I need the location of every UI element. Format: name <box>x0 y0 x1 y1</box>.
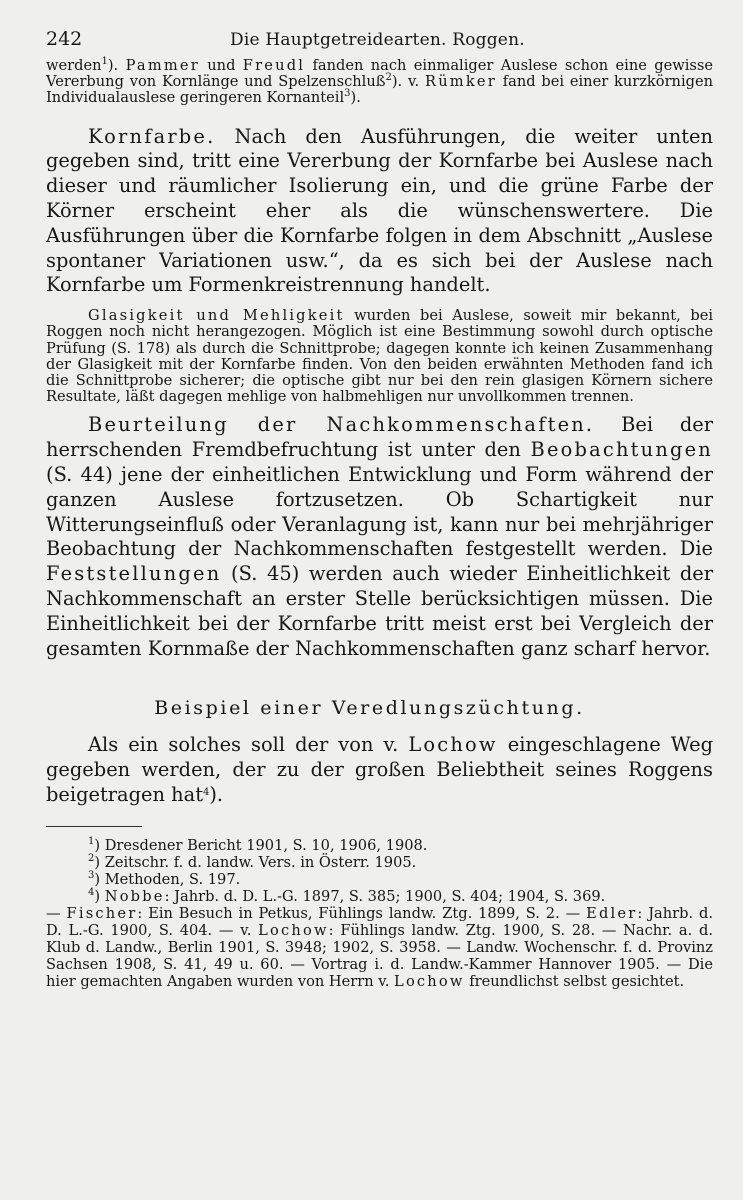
footnote-mark: 4 <box>88 886 95 898</box>
page-header <box>46 28 713 58</box>
author-name: Fischer <box>66 904 138 922</box>
text-run: eingeschlagene Weg gegeben werden, der zu der großen Beliebtheit seines Roggens beigetragen hat <box>46 733 713 806</box>
text-run: ). <box>209 782 224 806</box>
running-title: Die Hauptgetreidearten. Roggen. <box>230 30 525 50</box>
text-run: ). <box>350 89 361 107</box>
footnote-text: : Jahrb. d. D. L.-G. 1897, S. 385; 1900, S. 404; 1904, S. 369. <box>164 887 606 905</box>
paragraph-glasigkeit <box>46 308 713 405</box>
author-name: Lochow <box>394 972 465 990</box>
footnote-text: ) Zeitschr. f. d. landw. Vers. in Österr. 1905. <box>94 853 417 871</box>
footnote-text: — <box>46 904 67 922</box>
footnote-text: ) Dresdener Bericht 1901, S. 10, 1906, 1908. <box>94 836 428 854</box>
text-run: (S. 45) werden auch wieder Einheitlichkeit der Nachkommenschaft an erster Stelle berücksichtigen müssen. Die Einheitlichkeit bei der Kornfarbe tritt meist erst bei Vergleich der gesamten Kornmaße der Nachkommenschaften ganz scharf hervor. <box>46 562 713 660</box>
paragraph-intro <box>46 58 713 107</box>
footnote-mark: 3 <box>88 869 95 881</box>
paragraph-beispiel <box>46 733 713 807</box>
footnote <box>46 854 713 871</box>
footnote-divider <box>46 826 142 827</box>
emphasis: Beobachtungen <box>530 438 713 462</box>
paragraph-lead: Glasigkeit und Mehligkeit <box>88 307 345 325</box>
footnote-ref: 2 <box>385 72 392 84</box>
footnote-mark: 2 <box>88 852 95 864</box>
text-run: ). <box>107 57 126 74</box>
footnote-ref: 4 <box>202 786 210 798</box>
author-name: Nobbe <box>104 887 165 905</box>
page-number: 242 <box>46 28 83 50</box>
author-name: Lochow <box>258 921 329 939</box>
emphasis: Feststellungen <box>46 562 222 586</box>
text-run: wurden bei Auslese, soweit mir bekannt, bei Roggen noch nicht herangezogen. Möglich ist eine Bestimmung sowohl durch optische Prüfung (S. 178) als durch die Schnittprobe; dagegen konnte ich keinen Zusammenhang der Glasigkeit mit der Kornfarbe finden. Von den beiden erwähnten Methoden fand ich die Schnittprobe sicherer; die optische gibt nur bei den rein glasigen Körnern sichere Resultate, läßt dagegen mehlige von halbmehligen nur unvollkommen trennen. <box>46 307 714 406</box>
footnote-text: : Fühlings landw. Ztg. 1900, S. 28. — Nachr. a. d. Klub d. Landw., Berlin 1901, S. 3948; 1902, S. 3958. — Landw. Wochenschr. f. d. Provinz Sachsen 1908, S. 41, 49 u. 60. — Vortrag i. d. Landw.-Kammer Hannover 1905. — Die hier gemachten Angaben wurden von Herrn v. <box>46 921 713 990</box>
footnote-text: freundlichst selbst gesichtet. <box>464 972 685 990</box>
paragraph-lead: Beurteilung der Nachkommenschaften. <box>88 413 595 437</box>
text-run: ). v. <box>391 73 425 91</box>
text-run: Als ein solches soll der von v. <box>88 733 409 757</box>
footnote <box>46 837 713 854</box>
footnote-text: ) <box>94 887 105 905</box>
footnote <box>46 888 713 905</box>
footnote-text: : Jahrb. d. D. L.-G. 1900, S. 404. — v. <box>46 904 713 939</box>
paragraph-lead: Kornfarbe. <box>88 124 216 148</box>
text-run: (S. 44) jene der einheitlichen Entwicklung und Form während der ganzen Auslese fortzusetzen. Ob Schartigkeit nur Witterungseinfluß oder Veranlagung ist, kann nur bei mehrjähriger Beobachtung der Nachkommenschaften festgestellt werden. Die <box>46 463 713 561</box>
text-run: und <box>199 57 243 74</box>
text-run: fanden nach einmaliger Auslese schon eine gewisse Vererbung von Kornlänge und Spelzenschluß <box>46 57 713 91</box>
author-name: Pammer <box>125 57 200 74</box>
paragraph-kornfarbe <box>46 125 713 299</box>
text-run: Bei der herrschenden Fremdbefruchtung ist unter den <box>46 413 713 462</box>
footnote-text: : Ein Besuch in Petkus, Fühlings landw. Ztg. 1899, S. 2. — <box>137 904 587 922</box>
footnote-continuation <box>46 905 713 990</box>
section-heading: Beispiel einer Veredlungszüchtung. <box>154 697 585 720</box>
author-name: Edler <box>586 904 638 922</box>
footnote-text: ) Methoden, S. 197. <box>94 870 241 888</box>
footnotes <box>46 837 713 990</box>
footnote <box>46 871 713 888</box>
paragraph-beurteilung <box>46 413 713 661</box>
text-run: werden <box>46 57 102 74</box>
text-run: Nach den Ausführungen, die weiter unten gegeben sind, tritt eine Vererbung der Kornfarbe bei Auslese nach dieser und räumlicher Isolierung ein, und die grüne Farbe der Körner erscheint eher als die wünschenswertere. Die Ausführungen über die Kornfarbe folgen in dem Abschnitt „Auslese spontaner Variationen usw.“, da es sich bei der Auslese nach Kornfarbe um Formenkreistrennung handelt. <box>46 124 713 297</box>
footnote-mark: 1 <box>88 835 95 847</box>
footnote-ref: 1 <box>101 56 108 67</box>
text-run: fand bei einer kurzkörnigen Individualauslese geringeren Kornanteil <box>46 73 713 107</box>
author-name: Lochow <box>408 733 498 757</box>
footnote-ref: 3 <box>344 88 351 100</box>
author-name: Freudl <box>242 57 306 74</box>
author-name: Rümker <box>425 73 497 91</box>
